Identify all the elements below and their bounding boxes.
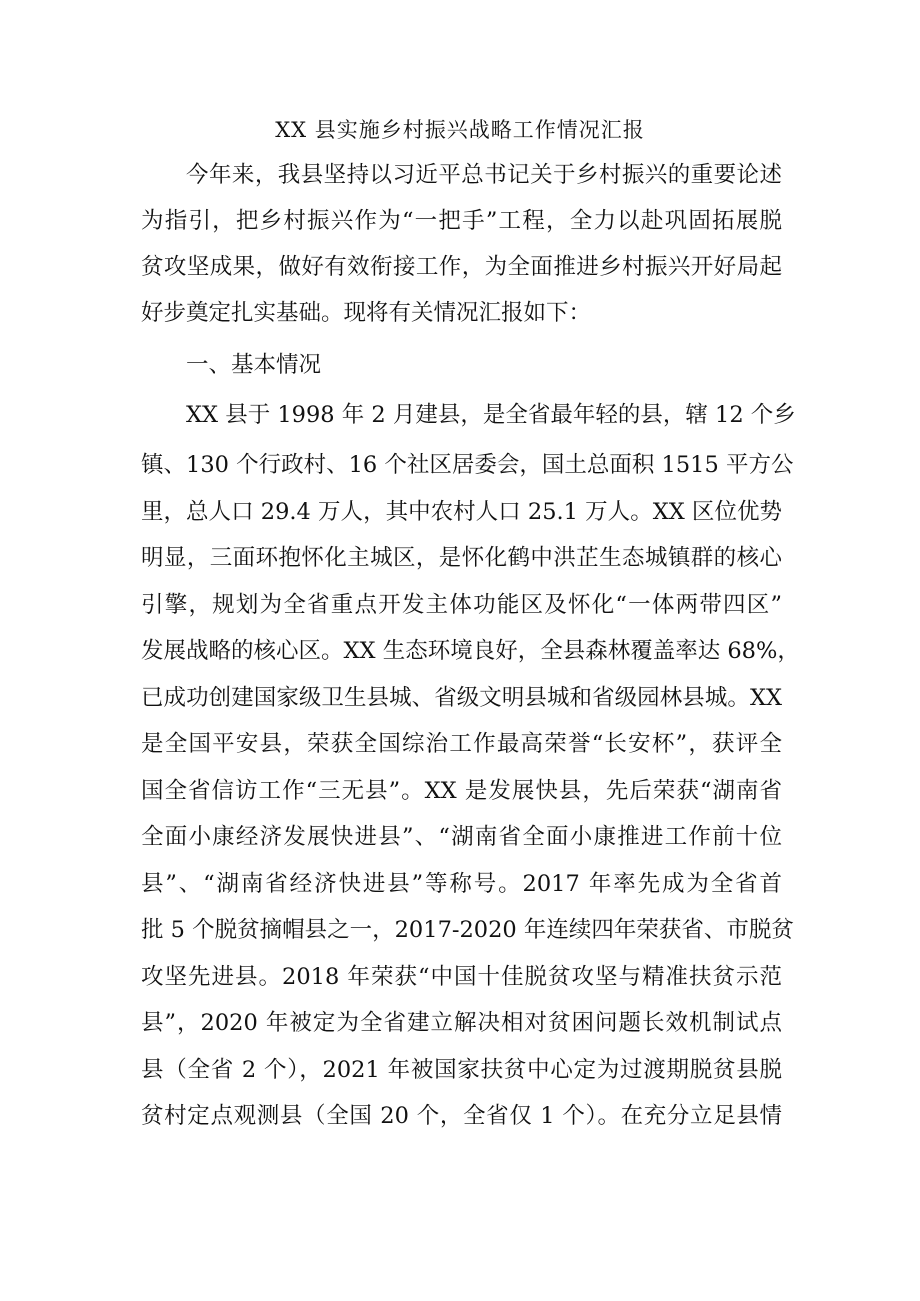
body-line: 县（全省 2 个），2021 年被国家扶贫中心定为过渡期脱贫县脱 — [141, 1057, 782, 1083]
intro-line: 为指引，把乡村振兴作为“一把手”工程，全力以赴巩固拓展脱 — [141, 208, 782, 234]
body-line: 引擎，规划为全省重点开发主体功能区及怀化“一体两带四区” — [141, 592, 782, 618]
body-line: 全面小康经济发展快进县”、“湖南省全面小康推进工作前十位 — [141, 824, 782, 850]
intro-line: 贫攻坚成果，做好有效衔接工作，为全面推进乡村振兴开好局起 — [141, 254, 782, 280]
body-line: 里，总人口 29.4 万人，其中农村人口 25.1 万人。XX 区位优势 — [141, 499, 782, 525]
document-title: XX 县实施乡村振兴战略工作情况汇报 — [275, 118, 645, 142]
body-line: 批 5 个脱贫摘帽县之一，2017-2020 年连续四年荣获省、市脱贫 — [141, 917, 794, 943]
body-line: 县”，2020 年被定为全省建立解决相对贫困问题长效机制试点 — [141, 1010, 782, 1036]
body-line: 明显，三面环抱怀化主城区，是怀化鹤中洪芷生态城镇群的核心 — [141, 545, 782, 571]
body-line: XX 县于 1998 年 2 月建县，是全省最年轻的县，辖 12 个乡 — [186, 402, 796, 428]
body-line: 攻坚先进县。2018 年荣获“中国十佳脱贫攻坚与精准扶贫示范 — [141, 964, 782, 990]
intro-line: 好步奠定扎实基础。现将有关情况汇报如下： — [141, 300, 592, 326]
body-line: 贫村定点观测县（全国 20 个，全省仅 1 个）。在充分立足县情 — [141, 1103, 782, 1129]
body-line: 是全国平安县，荣获全国综治工作最高荣誉“长安杯”，获评全 — [141, 731, 782, 757]
section-heading: 一、基本情况 — [186, 352, 322, 378]
body-line: 国全省信访工作“三无县”。XX 是发展快县，先后荣获“湖南省 — [141, 778, 782, 804]
body-line: 镇、130 个行政村、16 个社区居委会，国土总面积 1515 平方公 — [141, 452, 794, 478]
intro-line: 今年来，我县坚持以习近平总书记关于乡村振兴的重要论述 — [186, 162, 782, 188]
body-line: 发展战略的核心区。XX 生态环境良好，全县森林覆盖率达 68%， — [141, 638, 800, 664]
body-line: 已成功创建国家级卫生县城、省级文明县城和省级园林县城。XX — [141, 685, 782, 711]
body-line: 县”、“湖南省经济快进县”等称号。2017 年率先成为全省首 — [141, 871, 782, 897]
